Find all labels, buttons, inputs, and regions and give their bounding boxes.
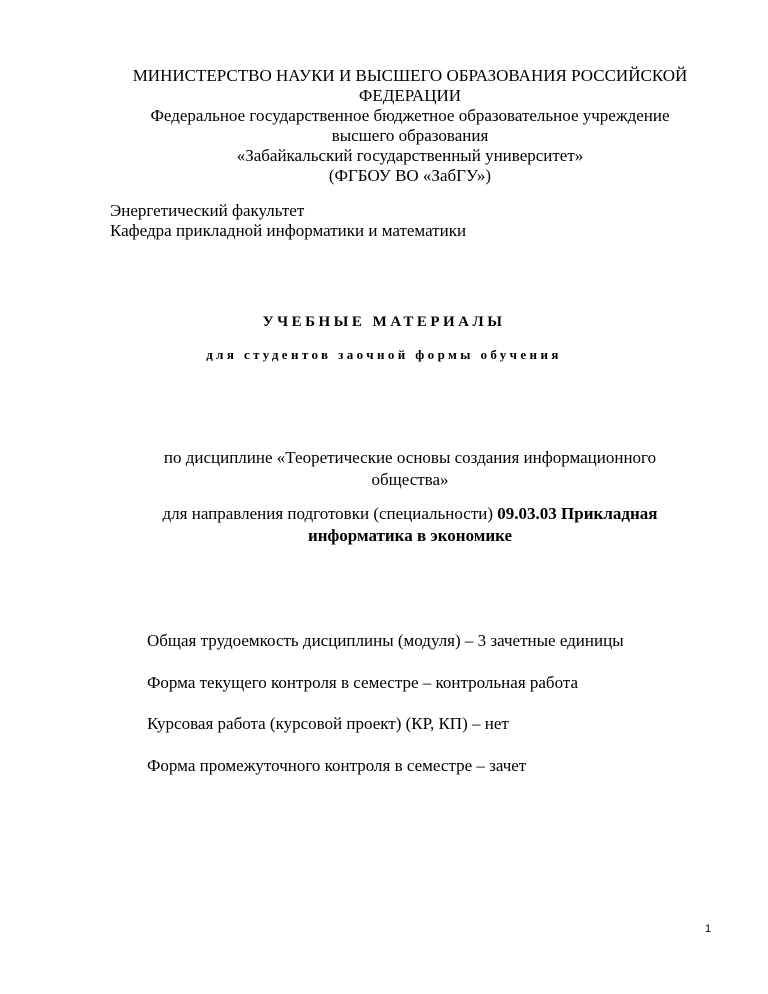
workload-line: Общая трудоемкость дисциплины (модуля) – 3 зачетные единицы: [147, 631, 624, 650]
direction-code: 09.03.03 Прикладная: [497, 504, 658, 523]
direction-prefix: для направления подготовки (специальности): [162, 504, 498, 523]
institution-type: Федеральное государственное бюджетное образовательное учреждение: [150, 106, 670, 125]
direction-block: [100, 503, 720, 547]
current-control-line: Форма текущего контроля в семестре – контрольная работа: [147, 673, 579, 692]
discipline-line-2: общества»: [371, 470, 449, 489]
faculty-name: Энергетический факультет: [110, 201, 305, 220]
ministry-line: МИНИСТЕРСТВО НАУКИ И ВЫСШЕГО ОБРАЗОВАНИЯ РОССИЙСКОЙ: [132, 66, 688, 85]
interim-control-line: Форма промежуточного контроля в семестре – зачет: [147, 756, 527, 775]
institution-level: высшего образования: [331, 126, 489, 145]
chair-name: Кафедра прикладной информатики и математики: [110, 221, 467, 240]
university-name: «Забайкальский государственный университет»: [236, 146, 584, 165]
discipline-block: [100, 447, 720, 491]
discipline-line-1: по дисциплине «Теоретические основы создания информационного: [163, 448, 657, 467]
institution-header: [100, 66, 720, 186]
course-work-line: Курсовая работа (курсовой проект) (КР, КП) – нет: [147, 714, 509, 733]
department-block: [110, 201, 466, 241]
page-number: 1: [705, 923, 712, 935]
document-subtitle: для студентов заочной формы обучения: [206, 347, 562, 362]
university-abbr: (ФГБОУ ВО «ЗабГУ»): [328, 166, 492, 185]
ministry-line-cont: ФЕДЕРАЦИИ: [358, 86, 462, 105]
document-title: УЧЕБНЫЕ МАТЕРИАЛЫ: [262, 314, 506, 330]
direction-line-1: [100, 503, 720, 525]
direction-line-2: информатика в экономике: [307, 526, 513, 545]
